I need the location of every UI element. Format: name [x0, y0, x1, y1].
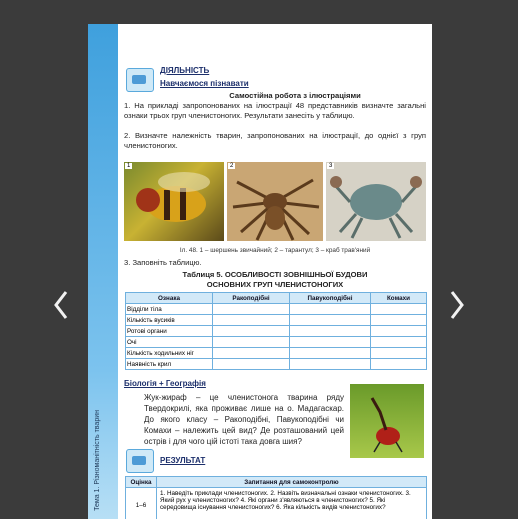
table-row-label: Ротові органи — [126, 326, 213, 337]
table-cell[interactable] — [371, 348, 427, 359]
table-cell[interactable] — [290, 348, 371, 359]
hornet-photo — [124, 162, 224, 241]
activity-title: ДІЯЛЬНІСТЬ — [160, 66, 210, 75]
table-row-label: Відділи тіла — [126, 304, 213, 315]
task-item-1: 1. На прикладі запропонованих на ілюстрації 48 представників визначте загальні ознаки трьох груп членистоногих. Результати занесіть у таблицю. — [124, 101, 426, 120]
figure-label-2: 2 — [230, 163, 234, 169]
table-cell[interactable] — [371, 304, 427, 315]
activity-icon — [126, 68, 154, 92]
chapter-strip — [88, 24, 118, 519]
next-page-arrow-icon[interactable] — [450, 290, 464, 320]
table-header: Комахи — [371, 293, 427, 304]
activity-subtitle: Навчаємося пізнавати — [160, 79, 249, 88]
book-page — [88, 24, 432, 519]
bio-text: Жук-жираф – це членистонога тварина ряду Твердокрилі, яка проживає лише на о. Мадагаскар. До якого класу – Ракоподібні, Павукоподібні чи Комахи – належить цей вид? Де розташований цей острів і для чого цій істоті така довга шия? — [144, 393, 344, 446]
features-table — [125, 292, 427, 370]
selfcheck-header: Оцінка — [126, 477, 157, 488]
task-item-2: 2. Визначте належність тварин, запропонованих на ілюстрації, до однієї з груп членистоногих. — [124, 131, 426, 150]
table-row-label: Наявність крил — [126, 359, 213, 370]
giraffe-beetle-photo — [350, 384, 424, 458]
table-cell[interactable] — [290, 315, 371, 326]
table-cell[interactable] — [213, 315, 290, 326]
table-row-label: Кількість ходильних ніг — [126, 348, 213, 359]
table5-title-1: Таблиця 5. ОСОБЛИВОСТІ ЗОВНІШНЬОЇ БУДОВИ — [182, 270, 368, 279]
table-cell[interactable] — [290, 304, 371, 315]
figure-caption: Іл. 48. 1 – шершень звичайний; 2 – тарантул; 3 – краб трав'яний — [179, 247, 371, 254]
tarantula-photo — [227, 162, 323, 241]
table-cell[interactable] — [371, 359, 427, 370]
table-cell[interactable] — [290, 337, 371, 348]
table5-title-2: ОСНОВНИХ ГРУП ЧЛЕНИСТОНОГИХ — [206, 280, 344, 289]
result-title: РЕЗУЛЬТАТ — [160, 456, 206, 465]
table-cell[interactable] — [213, 348, 290, 359]
table-cell[interactable] — [290, 359, 371, 370]
table-header: Павукоподібні — [290, 293, 371, 304]
selfcheck-questions: 1. Наведіть приклади членистоногих. 2. Назвіть визначальні ознаки членистоногих. 3. Який рух у членистоногих? 4. Які органи з'являються в членистоногих? 5. Які середовища існування членистоногих? 6. Яка кількість видів членистоногих? — [157, 488, 427, 519]
result-icon — [126, 449, 154, 473]
table-row-label: Кількість вусиків — [126, 315, 213, 326]
chapter-label: Тема 1. Різноманітність тварин — [94, 410, 101, 511]
crab-photo — [326, 162, 426, 241]
selfcheck-table — [125, 476, 427, 519]
previous-page-arrow-icon[interactable] — [54, 290, 68, 320]
figure-label-1: 1 — [127, 163, 131, 169]
task-heading: Самостійна робота з ілюстраціями — [229, 91, 361, 100]
figure-label-3: 3 — [329, 163, 333, 169]
table-header: Ознака — [126, 293, 213, 304]
selfcheck-header: Запитання для самоконтролю — [157, 477, 427, 488]
table-cell[interactable] — [213, 304, 290, 315]
table-header: Ракоподібні — [213, 293, 290, 304]
table-row-label: Очі — [126, 337, 213, 348]
table-cell[interactable] — [213, 337, 290, 348]
table-cell[interactable] — [213, 326, 290, 337]
bio-heading: Біологія + Географія — [124, 379, 206, 388]
table-cell[interactable] — [371, 315, 427, 326]
table-cell[interactable] — [371, 337, 427, 348]
table-cell[interactable] — [213, 359, 290, 370]
table-cell[interactable] — [371, 326, 427, 337]
table-cell[interactable] — [290, 326, 371, 337]
step-3: 3. Заповніть таблицю. — [124, 258, 202, 267]
selfcheck-score: 1–6 — [126, 488, 157, 519]
